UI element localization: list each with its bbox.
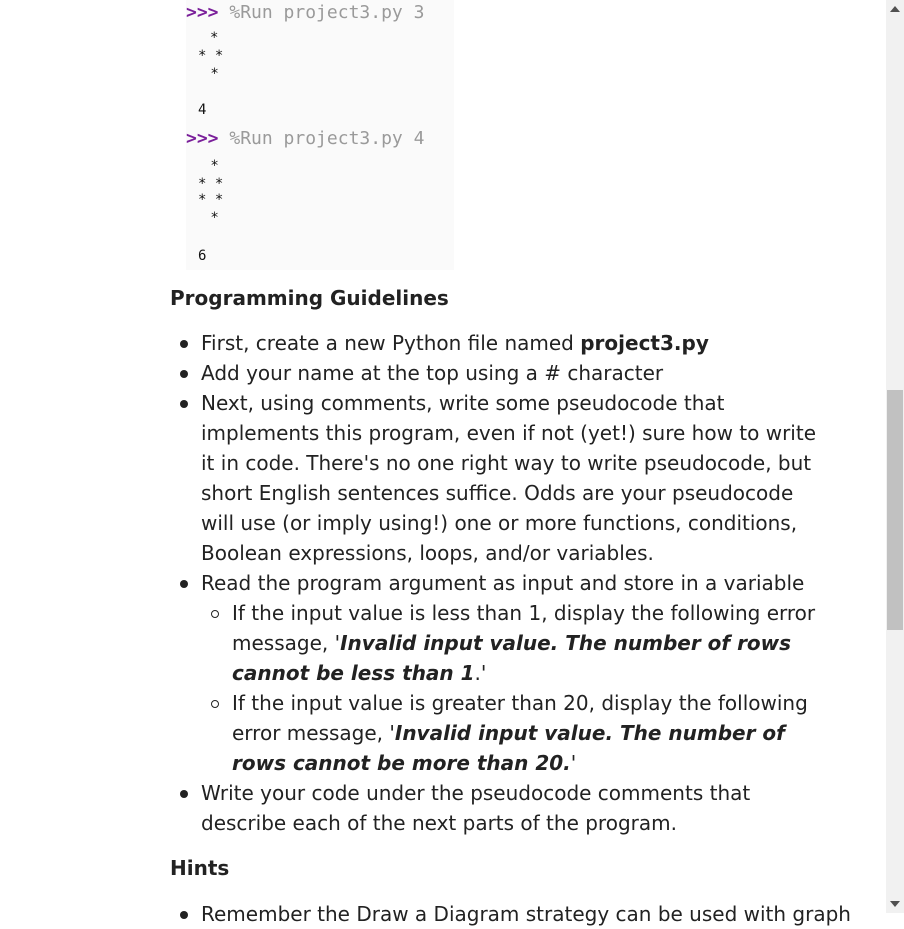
guidelines-list xyxy=(170,328,830,838)
output-line: * * xyxy=(198,192,224,208)
sub-list-item xyxy=(201,688,830,778)
shell-prompt: >>> xyxy=(186,2,219,23)
run-command: %Run project3.py 3 xyxy=(229,2,425,23)
sub-list-item xyxy=(201,598,830,688)
list-item xyxy=(170,358,830,388)
list-item xyxy=(170,778,830,838)
sub-item-text: ' xyxy=(570,751,577,775)
output-line: * xyxy=(202,158,219,174)
scroll-up-arrow-icon[interactable] xyxy=(890,6,900,12)
list-item-text: Write your code under the pseudocode comments that describe each of the next parts of the program. xyxy=(201,781,751,835)
output-line: * xyxy=(202,210,219,226)
sub-item-text: If the input value is less than 1, display the following error message, ' xyxy=(232,601,816,655)
shell-prompt: >>> xyxy=(186,128,219,149)
list-item-text: First, create a new Python file named xyxy=(201,331,581,355)
vertical-scrollbar[interactable] xyxy=(886,0,904,913)
sub-list xyxy=(201,598,830,778)
scroll-down-arrow-icon[interactable] xyxy=(890,901,900,907)
output-count: 6 xyxy=(198,248,207,264)
sub-item-text: If the input value is greater than 20, display the following error message, ' xyxy=(232,691,808,745)
hints-list-item: Remember the Draw a Diagram strategy can be used with graph xyxy=(170,899,851,929)
filename-text: project3.py xyxy=(580,331,709,355)
output-line: * xyxy=(210,30,219,46)
sub-item-text: .' xyxy=(474,661,487,685)
hints-heading: Hints xyxy=(170,856,230,880)
code-line-run2 xyxy=(186,128,424,150)
list-item-text: Read the program argument as input and store in a variable xyxy=(201,571,805,595)
list-item xyxy=(170,328,830,358)
code-output-block xyxy=(186,0,454,270)
list-item-text: Add your name at the top using a # character xyxy=(201,361,664,385)
output-line: * xyxy=(202,66,219,82)
error-message-text: Invalid input value. The number of rows cannot be less than 1 xyxy=(232,631,792,685)
output-count: 4 xyxy=(198,102,207,118)
scrollbar-thumb[interactable] xyxy=(887,390,903,630)
list-item-text: Next, using comments, write some pseudocode that implements this program, even if not (yet!) sure how to write it in code. There's no one right way to write pseudocode, but short English sentences suffice. Odds are your pseudocode will use (or imply using!) one or more functions, conditions, Boolean expressions, loops, and/or variables. xyxy=(201,391,817,565)
error-message-text: Invalid input value. The number of rows cannot be more than 20. xyxy=(232,721,785,775)
list-item xyxy=(170,568,830,778)
output-line: * * xyxy=(198,176,224,192)
list-item xyxy=(170,388,830,568)
code-line-run1 xyxy=(186,2,424,24)
output-line: * * xyxy=(198,48,224,64)
guidelines-heading: Programming Guidelines xyxy=(170,286,449,310)
run-command: %Run project3.py 4 xyxy=(229,128,425,149)
